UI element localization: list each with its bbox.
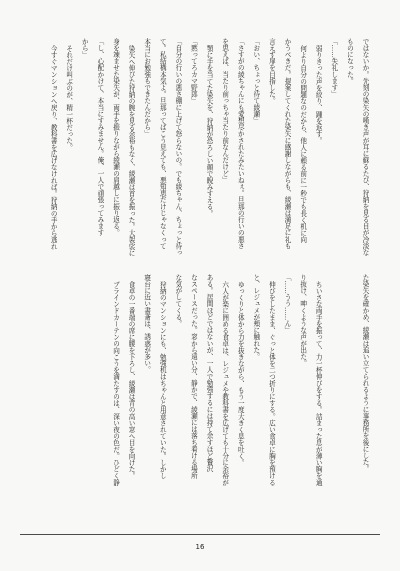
dialogue-line: 「さすがの綾ちゃんにも愛想尽かされたみたいねぇ。旦那の行いの悪さ <box>236 38 245 250</box>
text-line: 寝台に近い書斎は、誘惑が多い。 <box>142 274 151 373</box>
text-line: かうべきだ。提案してくれた染矢に感謝しながらも、綾瀬は満足に礼も <box>283 38 292 250</box>
dialogue-line: 「……うう……ん」 <box>283 274 292 334</box>
text-line: 身を竦ませた染矢が、両手を振りながら綾瀬の肩越しに振り返る。 <box>111 38 120 236</box>
dialogue-line: 「自分の行いの悪さ棚に上げて怒らないの。でも綾ちゃん、ちょっと待っ <box>173 38 182 256</box>
dialogue-line: 「……失礼します」 <box>329 38 338 98</box>
text-line: 顎に手を当てた染矢を、狩納が恐ろしい顔で睨みすえる。 <box>205 44 214 217</box>
text-line: 今すぐマンションへ戻り、教科書を広げなければ。狩納の手から逃れ <box>49 44 58 250</box>
footer-rule <box>20 534 380 535</box>
text-line: 食卓の一番端の席に腰を下ろし、綾瀬は背の高い窓へ目を向けた。 <box>127 280 136 479</box>
text-line: 言えず扉を目指した。 <box>267 38 276 104</box>
dialogue-line: 「黙ってろカマ野郎」 <box>189 38 198 104</box>
top-text-tier <box>42 38 372 266</box>
dialogue-line: て。私結構本気よ。旦那ってばこう見えても、悪知恵だけじゃなくって <box>158 38 167 250</box>
text-line: ものになった。 <box>345 38 354 85</box>
dialogue-line: を思えば、当たり前っちゃ当たり前なんだけど」 <box>220 38 229 184</box>
text-line: 六人が楽に囲める食卓は、レジュメや教科書を広げても十分に余裕が <box>220 280 229 486</box>
text-line: ブラインドカーテンの向こうを満たすのは、深い夜の色だ。ひどく静 <box>111 280 120 486</box>
dialogue-line: から」 <box>80 38 89 58</box>
text-line: 狩納のマンションにも、勉強机はちゃんと用意されていた。しかし <box>158 280 167 479</box>
text-line: 染矢へ伸びた狩納の腕を見る余裕もなく、綾瀬は首を振った。大袈裟に <box>127 44 136 256</box>
text-line: た染矢を確かめ、綾瀬は追い立てられるように事務所を後にした。 <box>361 274 369 472</box>
text-line: と、レジュメが頬に触れた。 <box>251 274 260 360</box>
dialogue-line: 本当にお勉強もできたんだから」 <box>142 38 151 137</box>
section-break <box>341 274 357 506</box>
text-line: 何より自分の問題なのだから、他人に頼る前に一秒でも長く机に向 <box>298 44 307 243</box>
text-line: な気がしてくる。 <box>173 274 182 327</box>
text-line: 弱りきった声を絞り、踵を返す。 <box>314 44 323 144</box>
dialogue-line: 「し、心配かけて、本当にすみません。俺、一人で頑張ってみます <box>95 38 104 236</box>
text-line: 伸びをしたまま、ぐっと体を二つ折りにする。広い食卓に胸を預ける <box>267 280 276 486</box>
text-line: ある。居間ほどではないが、一人で勉強するには持て余すほど贅沢 <box>205 274 214 472</box>
text-line: り抜け、呻くような声が出た。 <box>298 274 307 367</box>
text-line: ゆっくりと体から力を抜きながら、もう一度大きく息を吐く。 <box>236 280 245 466</box>
page-number: 16 <box>195 543 205 551</box>
text-line: なスペースだった。窓から遠い分、静かで、綾瀬には落ち着ける場所 <box>189 274 198 479</box>
section-break <box>325 274 341 506</box>
bottom-text-tier <box>104 274 372 506</box>
dialogue-line: 「おい、ちょっと待て綾瀬」 <box>251 38 260 124</box>
text-line: ではないか。先刻の染矢の嘆き声が耳に蘇るたび、狩納を見る目が冷淡な <box>361 38 369 256</box>
text-line: ちいさな両手を振って、力一杯伸びをする。詰まった息が薄い胸を通 <box>314 280 323 486</box>
text-line: それだけ叫ぶのが、精一杯だった。 <box>64 44 73 151</box>
